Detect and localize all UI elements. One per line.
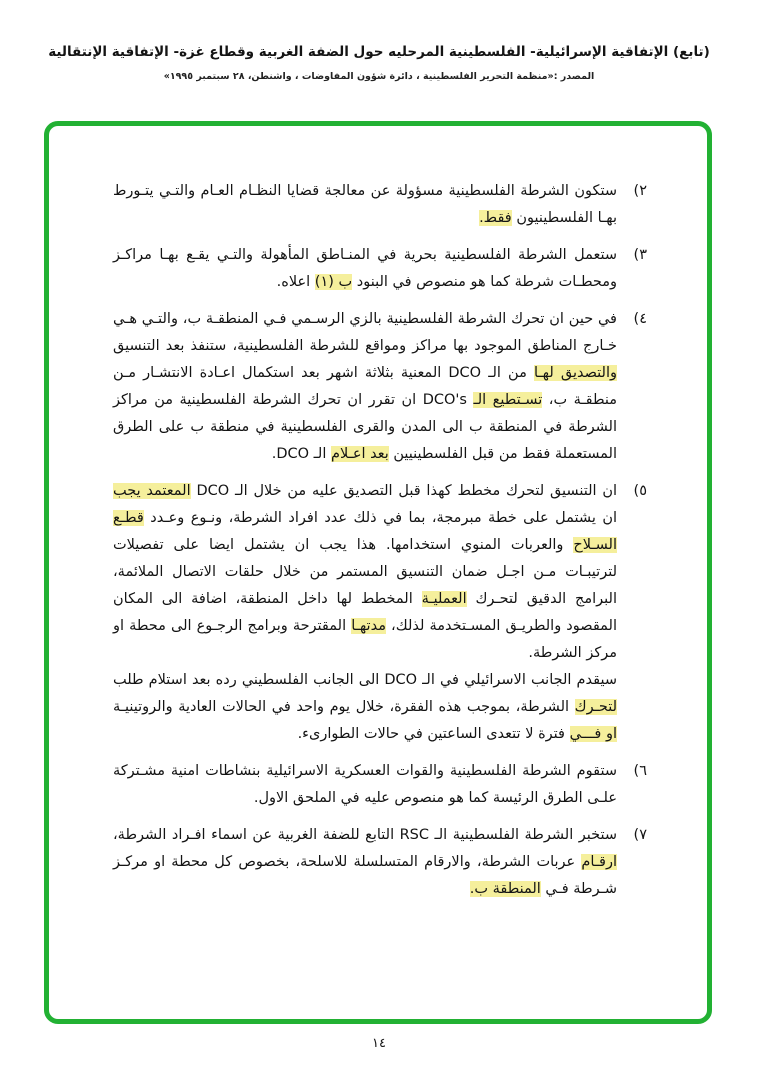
highlighted-text: ارقـام [581,854,617,870]
item-text [113,306,617,468]
item-marker: ٤) [633,311,647,327]
item-marker: ٣) [633,247,647,263]
document-title: (تابع) الإتفاقية الإسرائيلية- الفلسطينية المرحليه حول الضفة الغربية وقطاع غزة- الإتفاقية الإنتقالية [48,44,710,60]
highlighted-text: مدتهـا [351,618,386,634]
text-segment: عربات الشرطة، والارقام المتسلسلة للاسلحة، بخصوص كل محطة او مركـز شـرطة فـي [113,854,617,897]
list-item [113,822,647,903]
text-segment: ان يشتمل على خطة مبرمجة، بما في ذلك عدد افراد الشرطة، ونـوع وعـدد [143,510,617,526]
text-segment: المخطط لها داخل المنطقة، اضافة الى المكان المقصود والطريـق المسـتخدمة لذلك، [113,591,617,634]
highlighted-text: تسـتطيع الـ [473,392,543,408]
document-header [0,44,758,82]
agreement-list [113,178,647,913]
text-segment: والعربات المنوي استخدامها. هذا يجب ان يشتمل ايضا على تفصيلات لترتيبـات مـن اجـل ضمان التنسيق المستمر من خلال حلقات الاتصال الملائمة، البرامج الدقيق لتحـرك [113,537,617,607]
list-item [113,178,647,232]
text-segment: ستخبر الشرطة الفلسطينية الـ RSC التابع للضفة الغربية عن اسماء افـراد الشرطة، [113,827,617,843]
text-segment: من الـ DCO المعنية بثلاثة اشهر بعد استكمال اعـادة الانتشـار مـن منطقـة ب، [113,365,617,408]
text-segment: سيقدم الجانب الاسرائيلي في الـ DCO الى الجانب الفلسطيني رده بعد استلام طلب [113,672,617,688]
item-text [113,478,617,748]
text-segment: المقترحة وبرامج الرجـوع الى محطة او مركز الشرطة. [113,618,617,661]
highlighted-text: لتحـرك [574,699,617,715]
text-segment: ستقوم الشرطة الفلسطينية والقوات العسكرية الاسرائيلية بنشاطات امنية مشـتركة علـى الطرق الرئيسة كما هو منصوص عليه في الملحق الاول. [113,763,617,806]
text-segment: الشرطة، بموجب هذه الفقرة، خلال يوم واحد في الحالات العادية والروتينيـة [113,699,575,715]
item-marker: ٥) [633,483,647,499]
highlighted-text: العمليـة [421,591,467,607]
highlighted-text: المنطقة ب. [469,881,541,897]
paragraph [113,242,617,296]
text-segment: ستعمل الشرطة الفلسطينية بحرية في المنـاطق المأهولة والتـي يقـع بهـا مراكـز ومحطـات شرطة كما هو منصوص في البنود [113,247,617,290]
highlighted-text: قطـع السـلاح [113,510,617,553]
item-text [113,242,617,296]
content-border [44,121,712,1024]
text-segment: فترة لا تتعدى الساعتين في حالات الطوارىء. [297,726,570,742]
paragraph [113,306,617,468]
list-item [113,242,647,296]
item-text [113,758,617,812]
page-number: ١٤ [372,1036,386,1051]
text-segment: ستكون الشرطة الفلسطينية مسؤولة عن معالجة قضايا النظـام العـام والتـي يتـورط بهـا الفلسطينيون [113,183,617,226]
list-item [113,306,647,468]
text-segment: الـ DCO. [271,446,331,462]
item-marker: ٦) [633,763,647,779]
highlighted-text: ب (١) [314,274,353,290]
item-marker: ٧) [633,827,647,843]
list-item [113,758,647,812]
item-text [113,178,617,232]
highlighted-text: او فـــي [569,726,617,742]
document-source-line: المصدر :«منظمة التحرير الفلسطينية ، دائرة شؤون المفاوضات ، واشنطن، ٢٨ سبتمبر ١٩٩٥» [163,71,595,82]
item-marker: ٢) [633,183,647,199]
highlighted-text: بعد اعـلام [330,446,389,462]
text-segment: ان التنسيق لتحرك مخطط كهذا قبل التصديق عليه من خلال الـ DCO [190,483,618,499]
highlighted-text: فقط. [479,210,512,226]
paragraph [113,178,617,232]
paragraph [113,822,617,903]
text-segment: DCO's ان تقرر ان تحرك الشرطة الفلسطينية من مراكز الشرطة في المنطقة ب الى المدن والقرى الفلسطينية في منطقة ب على الطرق المستعملة فقط من قبل الفلسطينيين [113,392,617,462]
text-segment: اعلاه. [276,274,315,290]
paragraph [113,758,617,812]
paragraph [113,478,617,667]
highlighted-text: والتصديق لهـا [533,365,617,381]
list-item [113,478,647,748]
text-segment: في حين ان تحرك الشرطة الفلسطينية بالزي الرسـمي فـي المنطقـة ب، والتـي هـي خـارج المناطق الموجود بها مراكز ومواقع للشرطة الفلسطينية، ستنفذ بعد التنسيق [113,311,617,354]
paragraph [113,667,617,748]
highlighted-text: المعتمد يجب [113,483,191,499]
item-text [113,822,617,903]
